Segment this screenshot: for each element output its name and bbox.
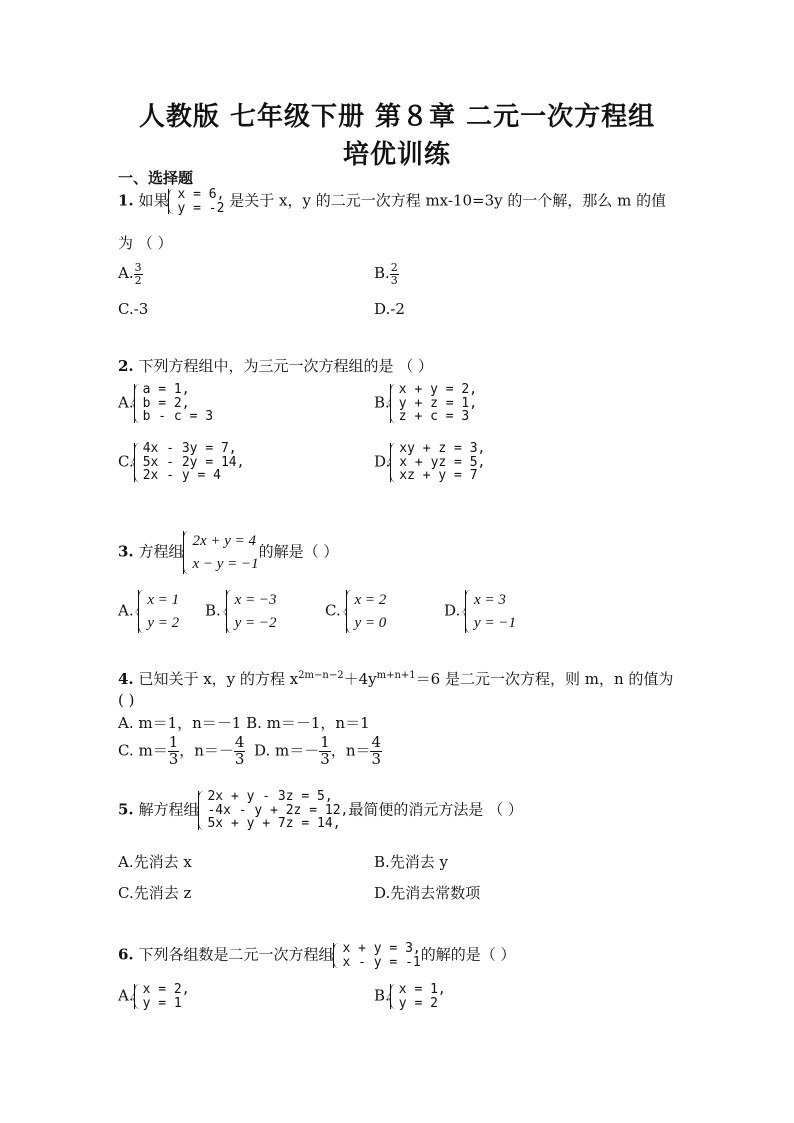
option-c[interactable] <box>325 589 386 634</box>
equation-system: x = 2, y = 1 <box>134 983 190 1010</box>
option-d[interactable]: D.先消去常数项 <box>374 884 481 902</box>
option-b[interactable] <box>374 383 477 424</box>
question-text: 是关于 x，y 的二元一次方程 mx-10=3y 的一个解，那么 m 的值 <box>229 191 667 210</box>
question-text: 已知关于 x，y 的方程 x <box>138 670 299 688</box>
exponent: 2m−n−2 <box>298 670 344 681</box>
option-c[interactable]: C.先消去 z <box>118 884 192 902</box>
question-number: 5. <box>118 800 134 819</box>
fraction: $\frac{2}{3}$ <box>390 261 398 287</box>
option-label: A. <box>118 986 134 1005</box>
equation-system: 4x - 3y = 7, 5x - 2y = 14, 2x - y = 4 <box>134 442 245 483</box>
page-subtitle: 培优训练 <box>342 140 451 170</box>
option-c[interactable]: C. m＝ $\frac{1}{3}$ ，n＝－ $\frac{4}{3}$ <box>118 733 245 768</box>
fraction: $\frac{1}{3}$ <box>320 733 330 768</box>
equation-system: x = −3 y = −2 <box>226 589 277 634</box>
option-label: B. <box>374 264 390 283</box>
option-a[interactable] <box>118 383 213 424</box>
option-a[interactable] <box>118 589 179 634</box>
question-number: 4. <box>118 670 134 688</box>
question-text: 的解的是（ ） <box>420 945 516 964</box>
question-4 <box>118 668 673 689</box>
question-3 <box>118 530 338 575</box>
fraction: $\frac{4}{3}$ <box>371 733 382 768</box>
equation-system <box>168 188 224 215</box>
option-d[interactable] <box>444 589 516 634</box>
exponent: m+n+1 <box>376 670 416 681</box>
option-d[interactable]: D.-2 <box>374 300 405 318</box>
equation: x = 6, <box>177 187 225 202</box>
option-b[interactable]: B.先消去 y <box>374 853 449 871</box>
option-label: D. <box>374 452 391 471</box>
fraction: $\frac{4}{3}$ <box>234 733 245 768</box>
equation-system: x = 1, y = 2 <box>390 983 446 1010</box>
page-title: 人教版 七年级下册 第８章 二元一次方程组 <box>138 102 656 132</box>
question-text: 的解是（ ） <box>258 542 339 561</box>
question-text: 方程组 <box>138 542 184 561</box>
equation-system: 2x + y - 3z = 5, -4x - y + 2z = 12, 5x + y + 7z = 14, <box>198 790 348 831</box>
question-text: ＝6 是二元一次方程，则 m，n 的值为 <box>415 670 674 688</box>
equation-system: x + y = 3, x - y = -1 <box>333 942 420 969</box>
question-text: 解方程组 <box>138 800 199 819</box>
option-a[interactable]: A.先消去 x <box>118 853 192 871</box>
question-5 <box>118 790 523 831</box>
option-a[interactable] <box>118 262 143 286</box>
equation: y = -2 <box>177 200 225 216</box>
question-text: 最简便的消元方法是 （ ） <box>348 800 523 819</box>
question-text: 如果 <box>138 191 169 210</box>
option-label: D. <box>444 601 461 620</box>
option-c[interactable] <box>118 442 244 483</box>
option-d[interactable]: D. m＝－ $\frac{1}{3}$ ，n＝ $\frac{4}{3}$ <box>254 733 382 768</box>
equation-system: 2x + y = 4 x − y = −1 <box>183 530 258 575</box>
question-number: 3. <box>118 542 134 561</box>
option-a[interactable] <box>118 983 190 1010</box>
question-text: ＋4y <box>343 670 377 688</box>
question-4-paren: ( ) <box>118 691 135 709</box>
question-number: 2. <box>118 357 134 375</box>
option-d[interactable] <box>374 442 485 483</box>
equation-system: x = 3 y = −1 <box>465 589 516 634</box>
option-a-b[interactable]: A. m＝1，n＝－1 B. m＝－1，n＝1 <box>118 714 370 732</box>
option-b[interactable] <box>374 983 446 1010</box>
option-label: B. <box>374 393 390 412</box>
question-1-cont: 为 （ ） <box>118 234 173 252</box>
option-label: B. <box>374 986 390 1005</box>
option-label: A. <box>118 601 134 620</box>
option-b[interactable] <box>205 589 276 634</box>
question-1 <box>118 188 666 215</box>
option-label: A. <box>118 393 134 412</box>
fraction: $\frac{1}{3}$ <box>168 733 179 768</box>
option-label: B. <box>205 601 221 620</box>
equation-system: x = 2 y = 0 <box>346 589 387 634</box>
question-text: 下列各组数是二元一次方程组 <box>138 945 334 964</box>
question-number: 6. <box>118 945 134 964</box>
option-label: A. <box>118 264 134 283</box>
question-number: 1. <box>118 191 134 210</box>
question-2 <box>118 355 433 376</box>
equation-system: x + y = 2, y + z = 1, z + c = 3 <box>390 383 477 424</box>
question-text: 下列方程组中，为三元一次方程组的是 （ ） <box>138 357 433 375</box>
option-label: C. <box>118 452 134 471</box>
equation-system: xy + z = 3, x + yz = 5, xz + y = 7 <box>390 442 485 483</box>
fraction: $\frac{3}{2}$ <box>134 261 142 287</box>
equation-system: a = 1, b = 2, b - c = 3 <box>134 383 213 424</box>
equation-system: x = 1 y = 2 <box>138 589 179 634</box>
option-label: C. <box>325 601 341 620</box>
question-6 <box>118 942 516 969</box>
section-heading: 一、选择题 <box>118 169 194 187</box>
option-c[interactable]: C.-3 <box>118 300 149 318</box>
option-b[interactable] <box>374 262 399 286</box>
